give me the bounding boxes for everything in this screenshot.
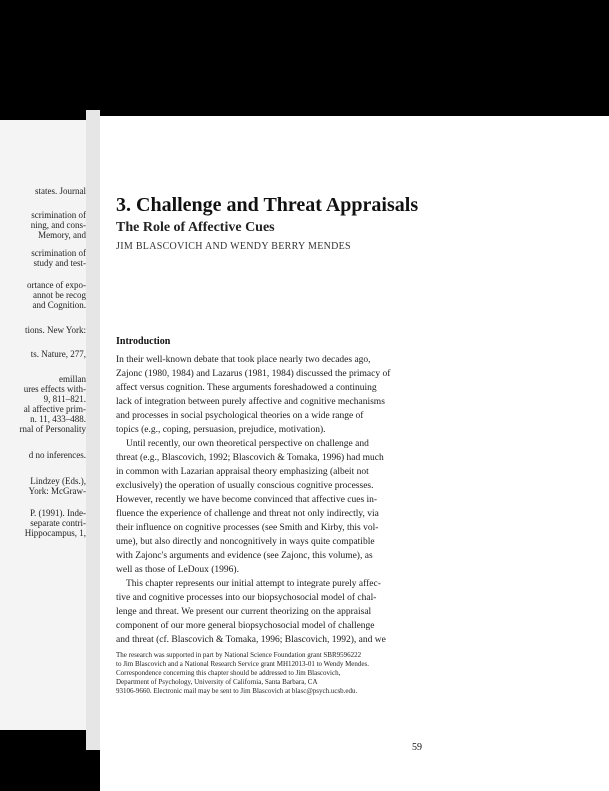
body-line: and processes in social psychological theories on a wide range of: [116, 411, 364, 421]
chapter-authors: JIM BLASCOVICH AND WENDY BERRY MENDES: [116, 241, 351, 252]
chapter-subtitle: The Role of Affective Cues: [116, 220, 275, 235]
left-page-line: tions. New York:: [24, 325, 86, 335]
left-page-line: ures effects with-: [23, 384, 86, 394]
body-line: threat (e.g., Blascovich, 1992; Blascovich & Tomaka, 1996) had much: [116, 453, 384, 463]
left-page-line: P. (1991). Inde-: [30, 508, 86, 518]
body-line: component of our more general biopsychosocial model of challenge: [116, 621, 375, 631]
body-line: lack of integration between purely affective and cognitive mechanisms: [116, 397, 385, 407]
body-line: well as those of LeDoux (1996).: [116, 565, 239, 575]
left-page-line: rnal of Personality: [19, 424, 86, 434]
body-line: with Zajonc's arguments and evidence (see Zajonc, this volume), as: [116, 551, 373, 561]
body-line: lenge and threat. We present our current theorizing on the appraisal: [116, 607, 372, 617]
left-page-line: al affective prim-: [23, 404, 86, 414]
book-gutter: [86, 110, 100, 750]
footnote-line: to Jim Blascovich and a National Research Service grant MH12013-01 to Wendy Mendes.: [116, 660, 369, 668]
body-line: Zajonc (1980, 1984) and Lazarus (1981, 1984) discussed the primacy of: [116, 369, 391, 379]
body-line: in common with Lazarian appraisal theory emphasizing (albeit not: [116, 467, 369, 477]
left-page-fragment: [0, 120, 86, 730]
body-line: However, recently we have become convinced that affective cues in-: [116, 495, 378, 505]
footnote-line: 93106-9660. Electronic mail may be sent to Jim Blascovich at blasc@psych.ucsb.edu.: [116, 687, 358, 695]
left-page-line: and Cognition.: [32, 300, 86, 310]
body-line: affect versus cognition. These arguments foreshadowed a continuing: [116, 383, 377, 393]
left-page-line: Hippocampus, 1,: [24, 528, 86, 538]
left-page-line: ortance of expo-: [27, 280, 86, 290]
left-page-line: Memory, and: [38, 230, 86, 240]
left-page-line: n. 11, 433–488.: [30, 414, 86, 424]
left-page-line: study and test-: [33, 258, 86, 268]
left-page-line: ts. Nature, 277,: [30, 349, 86, 359]
body-line: Until recently, our own theoretical perspective on challenge and: [126, 439, 369, 449]
left-page-line: ning, and cons-: [30, 220, 86, 230]
chapter-title: 3. Challenge and Threat Appraisals: [116, 194, 419, 216]
left-page-line: d no inferences.: [28, 450, 86, 460]
left-page-line: scrimination of: [31, 210, 86, 220]
footnote-line: Department of Psychology, University of California, Santa Barbara, CA: [116, 678, 318, 686]
chapter-page: [100, 116, 609, 791]
left-page-line: Lindzey (Eds.),: [30, 476, 86, 486]
body-line: exclusively) the operation of usually conscious cognitive processes.: [116, 481, 374, 491]
body-line: fluence the experience of challenge and threat not only indirectly, via: [116, 509, 379, 519]
body-line: In their well-known debate that took place nearly two decades ago,: [116, 355, 371, 365]
section-heading: Introduction: [116, 336, 171, 347]
left-page-line: states. Journal: [35, 186, 86, 196]
left-page-line: emillan: [59, 374, 86, 384]
body-line: their influence on cognitive processes (see Smith and Kirby, this vol-: [116, 523, 379, 533]
left-page-line: annot be recog: [33, 290, 86, 300]
left-page-line: separate contri-: [30, 518, 86, 528]
footnote-line: Correspondence concerning this chapter should be addressed to Jim Blascovich,: [116, 669, 341, 677]
left-page-line: 9, 811–821.: [43, 394, 86, 404]
page-number: 59: [412, 742, 422, 753]
body-line: tive and cognitive processes into our biopsychosocial model of chal-: [116, 593, 377, 603]
body-line: and threat (cf. Blascovich & Tomaka, 1996; Blascovich, 1992), and we: [116, 635, 386, 645]
body-line: topics (e.g., coping, persuasion, prejudice, motivation).: [116, 425, 326, 435]
left-page-line: scrimination of: [31, 248, 86, 258]
footnote-line: The research was supported in part by National Science Foundation grant SBR9596222: [116, 651, 362, 659]
body-line: ume), but also directly and noncognitively in ways quite compatible: [116, 537, 375, 547]
body-line: This chapter represents our initial attempt to integrate purely affec-: [126, 579, 381, 589]
left-page-line: York: McGraw-: [28, 486, 86, 496]
